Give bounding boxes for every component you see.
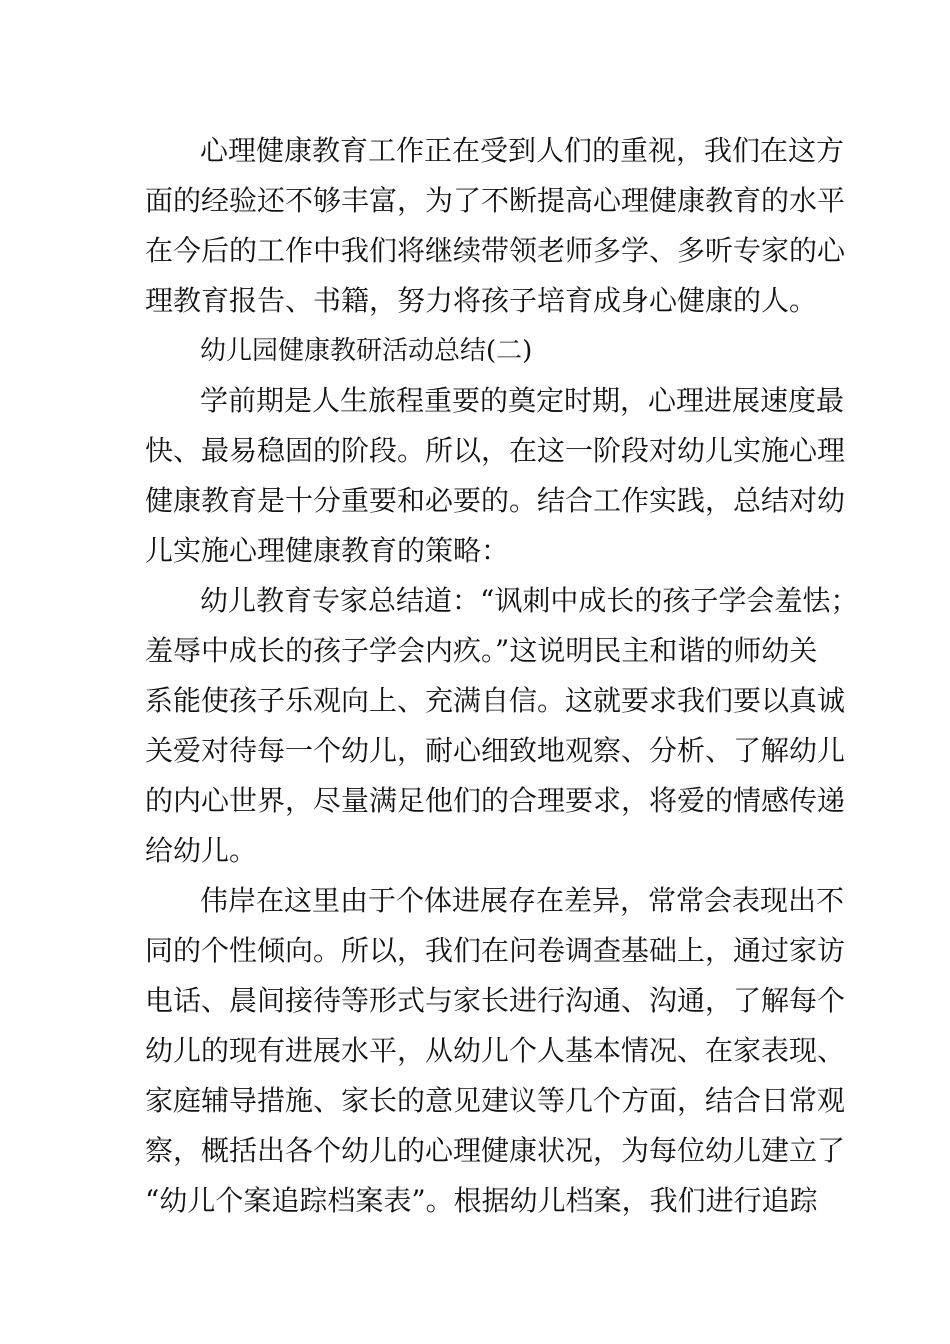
paragraph-line: 心理健康教育工作正在受到人们的重视，我们在这方 <box>200 134 845 167</box>
paragraph-line: 面的经验还不够丰富，为了不断提高心理健康教育的水平 <box>145 184 846 217</box>
paragraph-line: 电话、晨间接待等形式与家长进行沟通、沟通，了解每个 <box>145 984 846 1017</box>
paragraph-line: “幼儿个案追踪档案表”。根据幼儿档案，我们进行追踪 <box>145 1184 818 1217</box>
paragraph-line: 学前期是人生旅程重要的奠定时期，心理进展速度最 <box>200 384 845 417</box>
paragraph-line: 理教育报告、书籍，努力将孩子培育成身心健康的人。 <box>145 284 818 317</box>
paragraph-line: 幼儿教育专家总结道：“讽刺中成长的孩子学会羞怯； <box>200 584 859 617</box>
paragraph-line: 健康教育是十分重要和必要的。结合工作实践，总结对幼 <box>145 484 846 517</box>
paragraph-line: 察，概括出各个幼儿的心理健康状况，为每位幼儿建立了 <box>145 1134 846 1167</box>
paragraph-line: 同的个性倾向。所以，我们在问卷调查基础上，通过家访 <box>145 934 846 967</box>
paragraph-line: 伟岸在这里由于个体进展存在差异，常常会表现出不 <box>200 884 845 917</box>
paragraph-line: 羞辱中成长的孩子学会内疚。”这说明民主和谐的师幼关 <box>145 634 818 667</box>
paragraph-line: 家庭辅导措施、家长的意见建议等几个方面，结合日常观 <box>145 1084 846 1117</box>
section-heading: 幼儿园健康教研活动总结(二) <box>200 336 533 366</box>
paragraph-line: 快、最易稳固的阶段。所以，在这一阶段对幼儿实施心理 <box>145 434 846 467</box>
paragraph-line: 系能使孩子乐观向上、充满自信。这就要求我们要以真诚 <box>145 684 846 717</box>
paragraph-line: 在今后的工作中我们将继续带领老师多学、多听专家的心 <box>145 234 846 267</box>
paragraph-line: 幼儿的现有进展水平，从幼儿个人基本情况、在家表现、 <box>145 1034 846 1067</box>
paragraph-line: 关爱对待每一个幼儿，耐心细致地观察、分析、了解幼儿 <box>145 734 846 767</box>
paragraph-line: 给幼儿。 <box>145 834 258 867</box>
paragraph-line: 的内心世界，尽量满足他们的合理要求，将爱的情感传递 <box>145 784 846 817</box>
paragraph-line: 儿实施心理健康教育的策略： <box>145 534 510 567</box>
